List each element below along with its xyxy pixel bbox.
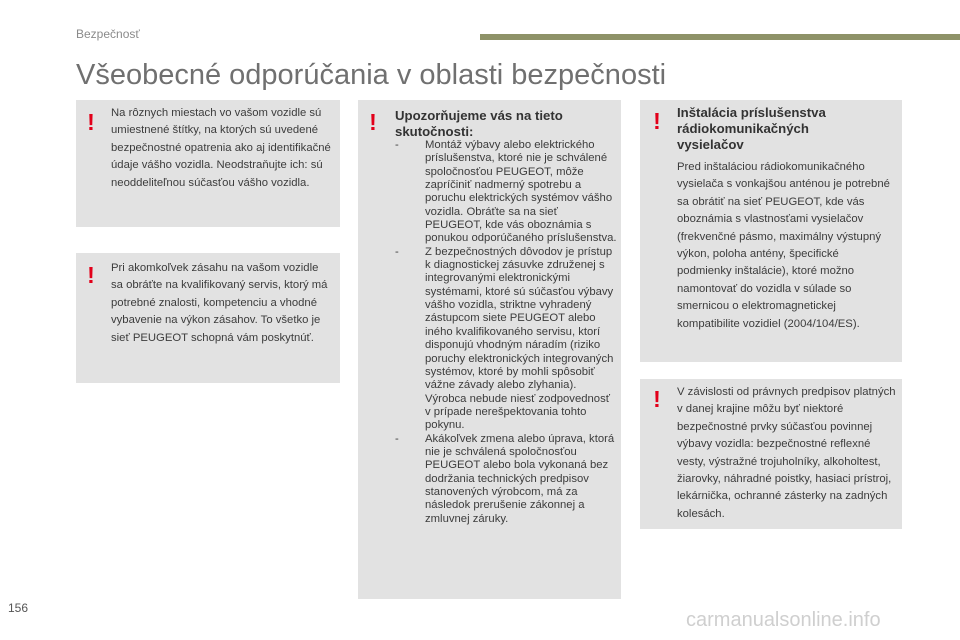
interventions-text: Pri akomkoľvek zásahu na vašom vozidle sa obráťte na kvalifikovaný servis, ktorý má potrebné znalosti, kompetenciu a vhodné vybavenie na výkon zásahov. To všetko je sieť PEUGEOT schopná vám poskytnúť.: [111, 262, 328, 344]
section-label: Bezpečnosť: [76, 27, 140, 41]
list-item: - Montáž výbavy alebo elektrického príslušenstva, ktoré nie je schválené spoločnosťou PEUGEOT, môže zapríčiniť nadmerný spotrebu a poruchu elektrických systémov vášho vozidla. Obráťte sa na sieť PEUGEOT, kde vás oboznámia s ponukou odporúčaného príslušenstva.: [395, 139, 617, 246]
labels-text: Na rôznych miestach vo vašom vozidle sú umiestnené štítky, na ktorých sú uvedené bezpečnostné opatrenia ako aj identifikačné údaje vášho vozidla. Neodstraňujte ich: sú neoddeliteľnou súčasťou vášho vozidla.: [111, 107, 331, 189]
list-item: - Z bezpečnostných dôvodov je prístup k diagnostickej zásuvke združenej s integrovanými elektronickými systémami, ktoré sú súčasťou výbavy vášho vozidla, striktne vyhradený zástupcom siete PEUGEOT alebo iného kvalifikovaného servisu, ktorí disponujú vhodným náradím (riziko poruchy elektronických integrovaných systémov, ktoré by mohli spôsobiť vážne závady alebo zlyhania). Výrobca nebude niesť zodpovednosť v prípade nerešpektovania tohto pokynu.: [395, 246, 617, 433]
legal-text: V závislosti od právnych predpisov platných v danej krajine môžu byť niektoré bezpečnostné prvky súčasťou povinnej výbavy vozidla: bezpečnostné reflexné vesty, výstražné trojuholníky, alkoholtest, žiarovky, náhradné poistky, hasiaci prístroj, lekárnička, ochranné zásterky na zadných kolesách.: [677, 386, 896, 520]
exclamation-icon: !: [653, 108, 661, 134]
radio-heading: Inštalácia príslušenstva rádiokomunikačných vysielačov: [677, 105, 826, 152]
page-title: Všeobecné odporúčania v oblasti bezpečnosti: [76, 59, 667, 91]
warning-box-labels: [76, 100, 340, 227]
warning-box-legal: [640, 379, 902, 529]
warning-box-notice: [358, 100, 621, 599]
exclamation-icon: !: [87, 262, 95, 288]
warning-box-radio: [640, 100, 902, 362]
notice-list: [395, 139, 617, 526]
watermark: carmanualsonline.info: [686, 609, 881, 631]
header-accent-bar: [480, 34, 960, 40]
warning-box-interventions: [76, 253, 340, 383]
exclamation-icon: !: [87, 109, 95, 135]
notice-heading: Upozorňujeme vás na tieto skutočnosti:: [395, 108, 563, 139]
exclamation-icon: !: [369, 109, 377, 135]
exclamation-icon: !: [653, 386, 661, 412]
radio-text: Pred inštaláciou rádiokomunikačného vysielača s vonkajšou anténou je potrebné sa obrátiť na sieť PEUGEOT, kde vás oboznámia s vlastnosťami vysielačov (frekvenčné pásmo, maximálny výstupný výkon, poloha antény, špecifické podmienky inštalácie), ktoré možno namontovať do vozidla v súlade so smernicou o elektromagnetickej kompatibilite vozidiel (2004/104/ES).: [677, 161, 890, 330]
list-item: - Akákoľvek zmena alebo úprava, ktorá nie je schválená spoločnosťou PEUGEOT alebo bola vykonaná bez dodržania technických predpisov stanovených výrobcom, má za následok prerušenie zákonnej a zmluvnej záruky.: [395, 433, 617, 526]
page-number: 156: [8, 601, 29, 615]
